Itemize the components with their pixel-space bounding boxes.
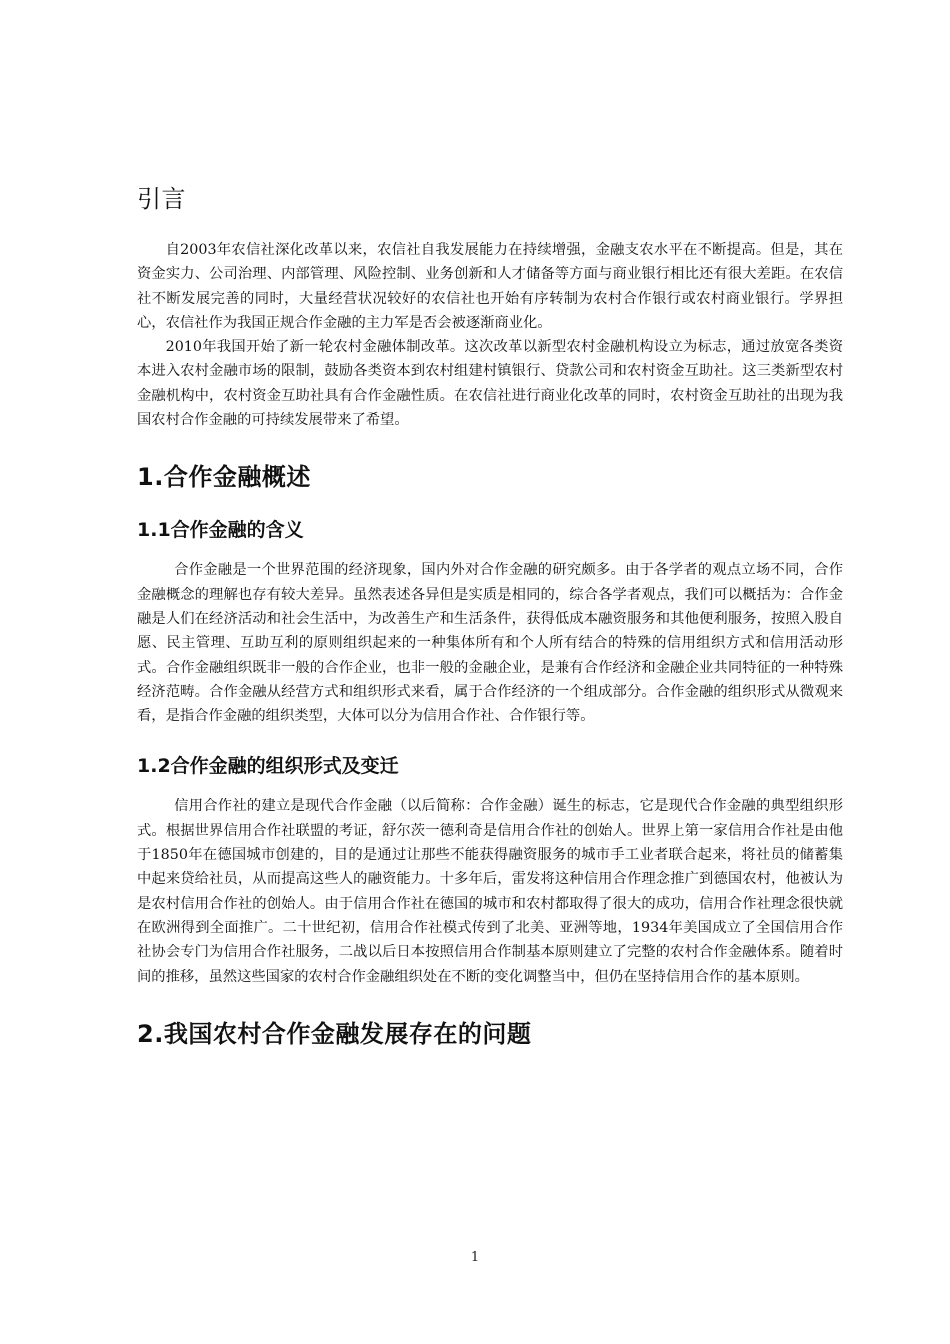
intro-paragraph-2: 2010年我国开始了新一轮农村金融体制改革。这次改革以新型农村金融机构设立为标志，通过放宽各类资本进入农村金融市场的限制，鼓励各类资本到农村组建村镇银行、贷款公司和农村资金互助社。这三类新型农村金融机构中，农村资金互助社具有合作金融性质。在农信社进行商业化改革的同时，农村资金互助社的出现为我国农村合作金融的可持续发展带来了希望。	[137, 339, 843, 429]
section-1-1-paragraph: 合作金融是一个世界范围的经济现象，国内外对合作金融的研究颇多。由于各学者的观点立场不同，合作金融概念的理解也存有较大差异。虽然表述各异但是实质是相同的，综合各学者观点，我们可以概括为：合作金融是人们在经济活动和社会生活中，为改善生产和生活条件，获得低成本融资服务和其他便利服务，按照入股自愿、民主管理、互助互利的原则组织起来的一种集体所有和个人所有结合的特殊的信用组织方式和信用活动形式。合作金融组织既非一般的合作企业，也非一般的金融企业，是兼有合作经济和金融企业共同特征的一种特殊经济范畴。合作金融从经营方式和组织形式来看，属于合作经济的一个组成部分。合作金融的组织形式从微观来看，是指合作金融的组织类型，大体可以分为信用合作社、合作银行等。	[137, 562, 843, 725]
document-body	[137, 182, 843, 1051]
intro-paragraph-1: 自2003年农信社深化改革以来，农信社自我发展能力在持续增强，金融支农水平在不断提高。但是，其在资金实力、公司治理、内部管理、风险控制、业务创新和人才储备等方面与商业银行相比还有很大差距。在农信社不断发展完善的同时，大量经营状况较好的农信社也开始有序转制为农村合作银行或农村商业银行。学界担心，农信社作为我国正规合作金融的主力军是否会被逐渐商业化。	[137, 242, 843, 331]
section-1-2-paragraph: 信用合作社的建立是现代合作金融（以后简称：合作金融）诞生的标志，它是现代合作金融的典型组织形式。根据世界信用合作社联盟的考证，舒尔茨一德利奇是信用合作社的创始人。世界上第一家信用合作社是由他于1850年在德国城市创建的，目的是通过让那些不能获得融资服务的城市手工业者联合起来，将社员的储蓄集中起来贷给社员，从而提高这些人的融资能力。十多年后，雷发将这种信用合作理念推广到德国农村，他被认为是农村信用合作社的创始人。由于信用合作社在德国的城市和农村都取得了很大的成功，信用合作社理念很快就在欧洲得到全面推广。二十世纪初，信用合作社模式传到了北美、亚洲等地，1934年美国成立了全国信用合作社协会专门为信用合作社服务，二战以后日本按照信用合作制基本原则建立了完整的农村合作金融体系。随着时间的推移，虽然这些国家的农村合作金融组织处在不断的变化调整当中，但仍在坚持信用合作的基本原则。	[137, 798, 843, 985]
page-number: 1	[470, 1250, 480, 1265]
section-1-1-heading: 1.1合作金融的含义	[137, 519, 304, 542]
section-2-heading: 2.我国农村合作金融发展存在的问题	[137, 1019, 532, 1048]
section-1-heading: 1.合作金融概述	[137, 463, 311, 492]
section-1-2-heading: 1.2合作金融的组织形式及变迁	[137, 755, 399, 778]
intro-heading: 引言	[137, 185, 186, 213]
